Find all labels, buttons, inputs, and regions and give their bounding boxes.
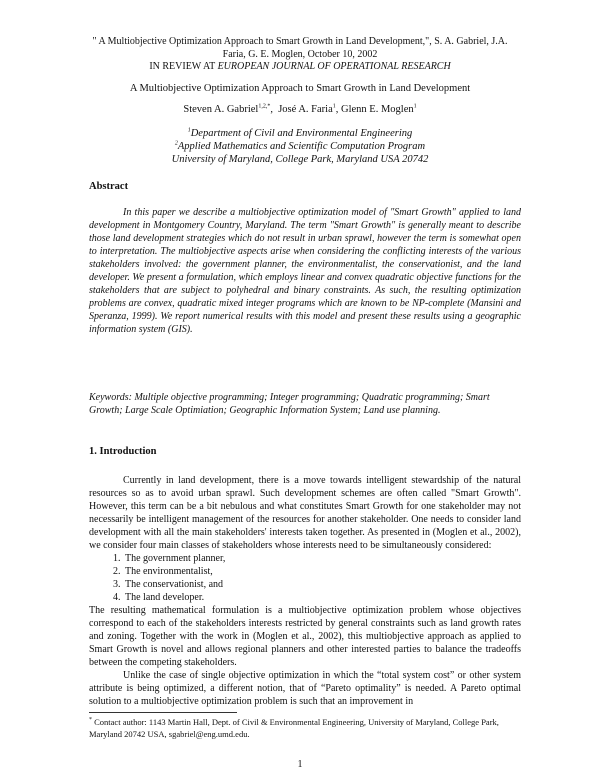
author-affil-mark: 1,2,* xyxy=(258,103,271,110)
paragraph: Unlike the case of single objective optimization in which the “total system cost” or other system attribute is being optimized, a different notion, that of “Pareto optimality” is needed. A Pareto optimal solution to a multiobjective optimization problem is such that an improvement in xyxy=(89,670,521,707)
affiliations xyxy=(0,127,600,166)
footnote-mark: * xyxy=(89,717,92,724)
abstract-text: In this paper we describe a multiobjective optimization model of "Smart Growth" applied to land development in Montgomery Country, Maryland. The term "Smart Growth" is generally meant to describe those land development strategies which do not result in urban sprawl, however the term is somewhat open to interpretation. The multiobjective aspects arise when considering the conflicting interests of the various stakeholders involved: the government planner, the environmentalist, the conservationist, and the land developer. We present a formulation, which employs linear and convex quadratic objective functions for the stakeholders that are subject to polyhedral and binary constraints. As such, the resulting optimization problems are convex, quadratic mixed integer programs which are known to be NP-complete (Mansini and Speranza, 1999). We report numerical results with this model and present these results using a geographic information system (GIS). xyxy=(89,207,521,335)
paragraph: The resulting mathematical formulation is a multiobjective optimization problem whose objectives correspond to each of the stakeholders interests restricted by general constraints such as land growth rates and zoning. Together with the work in (Moglen et al., 2002), this multiobjective approach as applied to Smart Growth is novel and allows regional planners and other interested parties to balance the tradeoffs between the competing stakeholders. xyxy=(89,605,521,668)
affiliation: $^2$Applied Mathematics and Scientific Computation Program xyxy=(174,140,426,152)
list-item: 2. The environmentalist, xyxy=(123,565,521,578)
abstract-body xyxy=(89,206,521,336)
introduction-body xyxy=(89,474,521,708)
review-status: IN REVIEW AT xyxy=(149,61,218,72)
abstract-heading: Abstract xyxy=(89,181,129,192)
affiliation: University of Maryland, College Park, Maryland USA 20742 xyxy=(171,154,429,165)
footnote-rule xyxy=(89,712,237,713)
author-list: Steven A. Gabriel$^{1,2,*}$, José A. Faria$^1$, Glenn E. Moglen$^1$ xyxy=(183,103,417,115)
list-item: 3. The conservationist, and xyxy=(123,578,521,591)
footnote-text: Contact author: 1143 Martin Hall, Dept. of Civil & Environmental Engineering, University of Maryland, College Park, Maryland 20742 USA, sgabriel@eng.umd.edu. xyxy=(89,717,499,739)
header-line-2: Faria, G. E. Moglen, October 10, 2002 xyxy=(222,48,378,60)
affiliation: $^1$Department of Civil and Environmental Engineering xyxy=(187,127,413,139)
paragraph: Currently in land development, there is a move towards intelligent stewardship of the natural resources so as to avoid urban sprawl. Such development schemes are often called "Smart Growth". However, this term can be a bit nebulous and what constitutes Smart Growth for one stakeholder may not necessarily be intelligent management of the resources for another stakeholder. One needs to consider land development with all the main stakeholders' interests taken together. As presented in (Moglen et al., 2002), we consider four main classes of stakeholders whose interests need to be simultaneously considered: xyxy=(89,475,521,551)
author-name: Glenn E. Moglen xyxy=(341,104,414,115)
author-affil-mark: 1 xyxy=(413,103,417,110)
journal-name: EUROPEAN JOURNAL OF OPERATIONAL RESEARCH xyxy=(217,61,451,72)
author-name: José A. Faria xyxy=(278,104,333,115)
header-line-3 xyxy=(0,61,600,74)
keywords: Keywords: Multiple objective programming; Integer programming; Quadratic programming; Smart Growth; Large Scale Optimiation; Geographic Information System; Land use planning. xyxy=(89,392,490,416)
header-line-1: " A Multiobjective Optimization Approach to Smart Growth in Land Development,", S. A. Gabriel, J.A. xyxy=(92,36,508,47)
running-header xyxy=(0,36,600,74)
paper-title: A Multiobjective Optimization Approach to Smart Growth in Land Development xyxy=(129,83,471,94)
section-heading-introduction: 1. Introduction xyxy=(89,446,157,457)
page-number: 1 xyxy=(297,759,303,770)
list-item: 4. The land developer. xyxy=(123,591,521,604)
list-item: 1. The government planner, xyxy=(123,552,521,565)
author-name: Steven A. Gabriel xyxy=(183,104,259,115)
footnote xyxy=(89,716,521,740)
author-affil-mark: 1 xyxy=(332,103,336,110)
stakeholder-list xyxy=(89,552,521,604)
